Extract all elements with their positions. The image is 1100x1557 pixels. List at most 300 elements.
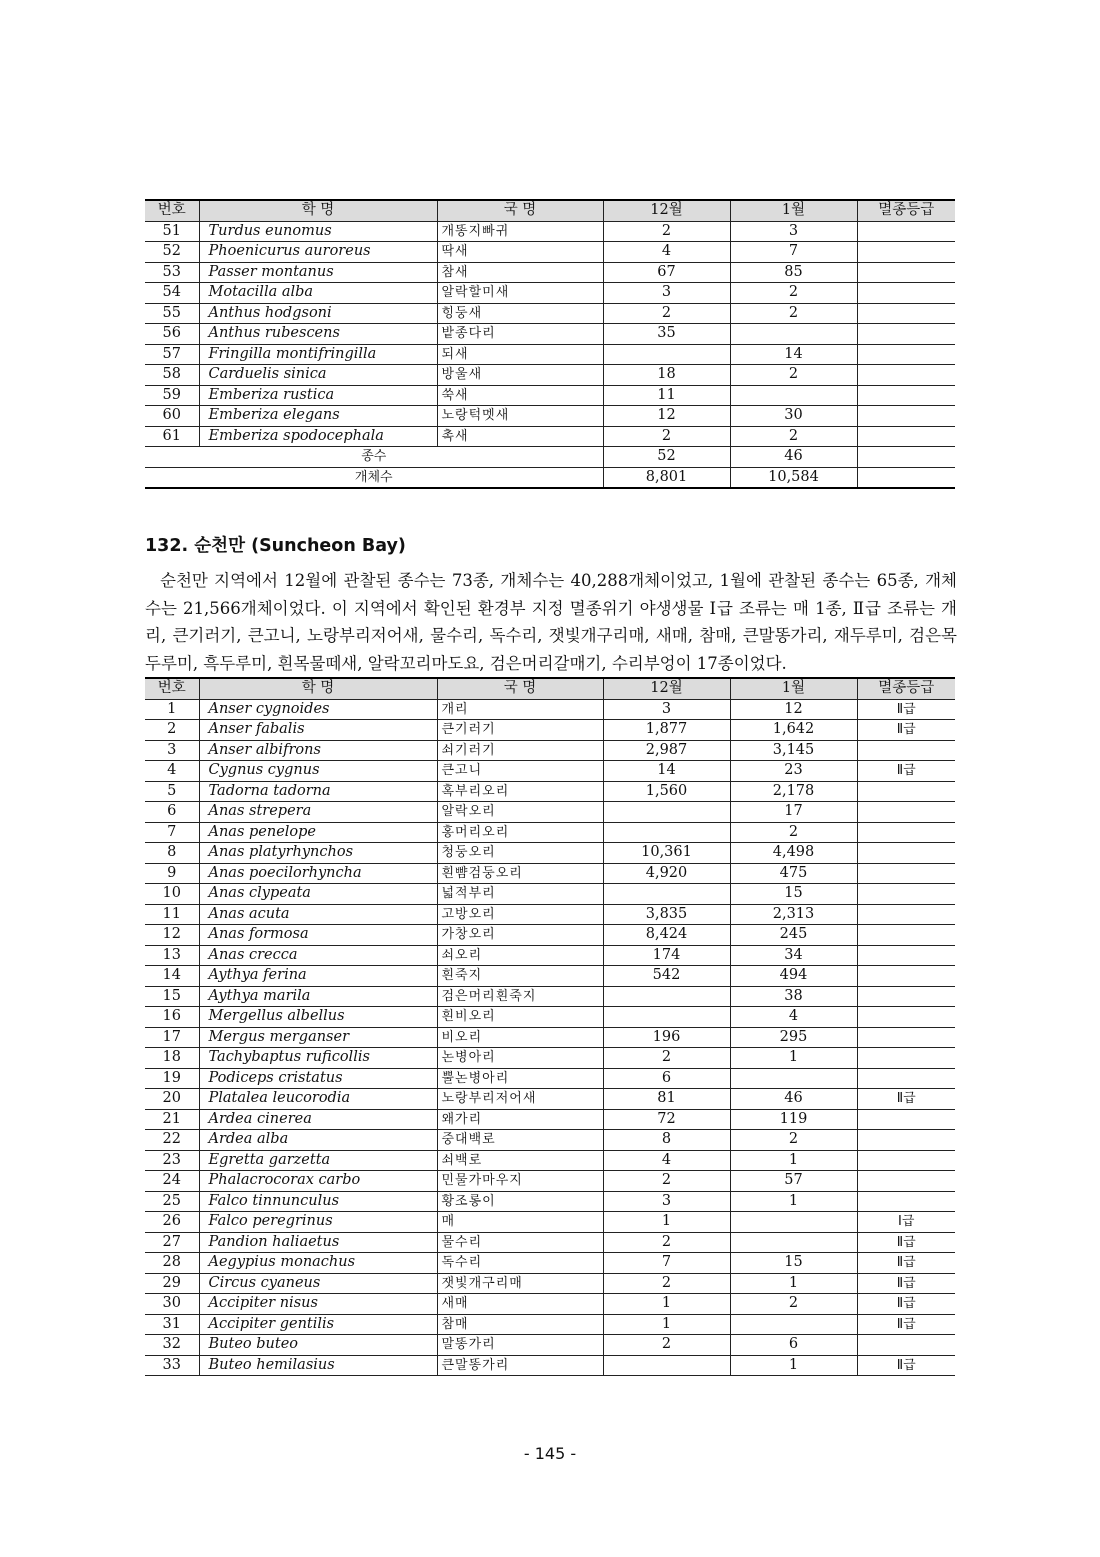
endangered-grade (857, 822, 955, 843)
endangered-grade (857, 1171, 955, 1192)
korean-name: 개똥지빠귀 (437, 221, 603, 242)
scientific-name: Anser albifrons (199, 740, 437, 761)
december-count: 542 (603, 966, 730, 987)
korean-name: 큰기러기 (437, 720, 603, 741)
row-number: 13 (145, 945, 199, 966)
table-row (145, 385, 955, 406)
scientific-name: Emberiza spodocephala (199, 426, 437, 447)
january-count: 475 (730, 863, 857, 884)
january-count: 46 (730, 1089, 857, 1110)
row-number: 23 (145, 1150, 199, 1171)
total-label: 종수 (145, 447, 603, 468)
korean-name: 민물가마우지 (437, 1171, 603, 1192)
korean-name: 독수리 (437, 1253, 603, 1274)
endangered-grade (857, 426, 955, 447)
endangered-grade (857, 1048, 955, 1069)
row-number: 30 (145, 1294, 199, 1315)
scientific-name: Anser cygnoides (199, 699, 437, 720)
endangered-grade: Ⅱ급 (857, 699, 955, 720)
row-number: 20 (145, 1089, 199, 1110)
korean-name: 쇠백로 (437, 1150, 603, 1171)
korean-name: 방울새 (437, 365, 603, 386)
scientific-name: Circus cyaneus (199, 1273, 437, 1294)
scientific-name: Accipiter gentilis (199, 1314, 437, 1335)
scientific-name: Motacilla alba (199, 283, 437, 304)
december-count: 2,987 (603, 740, 730, 761)
january-count: 4 (730, 1007, 857, 1028)
korean-name: 황조롱이 (437, 1191, 603, 1212)
scientific-name: Emberiza rustica (199, 385, 437, 406)
scientific-name: Buteo hemilasius (199, 1355, 437, 1376)
scientific-name: Emberiza elegans (199, 406, 437, 427)
korean-name: 뿔논병아리 (437, 1068, 603, 1089)
row-number: 12 (145, 925, 199, 946)
december-total: 8,801 (603, 467, 730, 488)
table-row (145, 1273, 955, 1294)
korean-name: 노랑턱멧새 (437, 406, 603, 427)
endangered-grade (857, 283, 955, 304)
row-number: 15 (145, 986, 199, 1007)
january-count: 2,178 (730, 781, 857, 802)
table-row (145, 986, 955, 1007)
table-row (145, 822, 955, 843)
scientific-name: Anthus rubescens (199, 324, 437, 345)
scientific-name: Egretta garzetta (199, 1150, 437, 1171)
december-total: 52 (603, 447, 730, 468)
korean-name: 노랑부리저어새 (437, 1089, 603, 1110)
row-number: 3 (145, 740, 199, 761)
row-number: 21 (145, 1109, 199, 1130)
december-count (603, 344, 730, 365)
endangered-grade (857, 1335, 955, 1356)
january-count: 1 (730, 1150, 857, 1171)
row-number: 8 (145, 843, 199, 864)
january-count: 2 (730, 1294, 857, 1315)
header-grade: 멸종등급 (857, 678, 955, 699)
table-row (145, 406, 955, 427)
korean-name: 되새 (437, 344, 603, 365)
january-count: 12 (730, 699, 857, 720)
december-count: 4 (603, 242, 730, 263)
bird-table-suncheon (145, 677, 955, 1376)
table-row (145, 863, 955, 884)
scientific-name: Phalacrocorax carbo (199, 1171, 437, 1192)
row-number: 61 (145, 426, 199, 447)
korean-name: 검은머리흰죽지 (437, 986, 603, 1007)
december-count: 2 (603, 1273, 730, 1294)
table-row (145, 1232, 955, 1253)
january-count (730, 1232, 857, 1253)
korean-name: 혹부리오리 (437, 781, 603, 802)
table-header-row (145, 200, 955, 221)
header-korean-name: 국 명 (437, 678, 603, 699)
december-count: 1 (603, 1314, 730, 1335)
korean-name: 참매 (437, 1314, 603, 1335)
december-count: 8,424 (603, 925, 730, 946)
table-row (145, 945, 955, 966)
table-row (145, 1191, 955, 1212)
endangered-grade: Ⅱ급 (857, 1089, 955, 1110)
january-count: 2 (730, 365, 857, 386)
table-row (145, 242, 955, 263)
endangered-grade (857, 1130, 955, 1151)
row-number: 6 (145, 802, 199, 823)
row-number: 60 (145, 406, 199, 427)
january-count: 1 (730, 1355, 857, 1376)
january-count: 295 (730, 1027, 857, 1048)
table-row (145, 262, 955, 283)
row-number: 54 (145, 283, 199, 304)
endangered-grade (857, 385, 955, 406)
january-count: 3,145 (730, 740, 857, 761)
endangered-grade (857, 1150, 955, 1171)
december-count: 4,920 (603, 863, 730, 884)
january-count: 1 (730, 1273, 857, 1294)
december-count: 81 (603, 1089, 730, 1110)
december-count: 1,560 (603, 781, 730, 802)
scientific-name: Anser fabalis (199, 720, 437, 741)
january-count: 15 (730, 884, 857, 905)
korean-name: 비오리 (437, 1027, 603, 1048)
december-count: 3 (603, 699, 730, 720)
january-count (730, 1068, 857, 1089)
scientific-name: Tadorna tadorna (199, 781, 437, 802)
december-count: 2 (603, 1171, 730, 1192)
row-number: 32 (145, 1335, 199, 1356)
korean-name: 매 (437, 1212, 603, 1233)
header-december: 12월 (603, 678, 730, 699)
scientific-name: Aythya ferina (199, 966, 437, 987)
bird-table-continued (145, 199, 955, 489)
korean-name: 큰고니 (437, 761, 603, 782)
table-row (145, 925, 955, 946)
table-body (145, 221, 955, 488)
header-grade: 멸종등급 (857, 200, 955, 221)
header-korean-name: 국 명 (437, 200, 603, 221)
december-count: 6 (603, 1068, 730, 1089)
endangered-grade (857, 986, 955, 1007)
korean-name: 힝둥새 (437, 303, 603, 324)
korean-name: 알락오리 (437, 802, 603, 823)
endangered-grade: Ⅱ급 (857, 1294, 955, 1315)
korean-name: 알락할미새 (437, 283, 603, 304)
endangered-grade (857, 884, 955, 905)
december-count (603, 822, 730, 843)
scientific-name: Mergellus albellus (199, 1007, 437, 1028)
december-count: 3,835 (603, 904, 730, 925)
page-number: - 145 - (523, 1444, 577, 1463)
table-row (145, 761, 955, 782)
table-row (145, 1335, 955, 1356)
endangered-grade (857, 1027, 955, 1048)
table-row (145, 1068, 955, 1089)
december-count: 2 (603, 303, 730, 324)
endangered-grade (857, 221, 955, 242)
table-row (145, 283, 955, 304)
january-count: 23 (730, 761, 857, 782)
january-count: 17 (730, 802, 857, 823)
december-count: 14 (603, 761, 730, 782)
january-count: 2 (730, 426, 857, 447)
scientific-name: Buteo buteo (199, 1335, 437, 1356)
january-count (730, 385, 857, 406)
table-row (145, 324, 955, 345)
row-number: 11 (145, 904, 199, 925)
row-number: 33 (145, 1355, 199, 1376)
table-row (145, 699, 955, 720)
december-count: 35 (603, 324, 730, 345)
table-row (145, 1294, 955, 1315)
january-count: 2,313 (730, 904, 857, 925)
scientific-name: Anas clypeata (199, 884, 437, 905)
grade-total (857, 467, 955, 488)
korean-name: 밭종다리 (437, 324, 603, 345)
table-row (145, 1253, 955, 1274)
row-number: 57 (145, 344, 199, 365)
december-count (603, 1007, 730, 1028)
table-row (145, 843, 955, 864)
korean-name: 참새 (437, 262, 603, 283)
endangered-grade: Ⅱ급 (857, 1253, 955, 1274)
january-count: 2 (730, 1130, 857, 1151)
january-count: 30 (730, 406, 857, 427)
korean-name: 쑥새 (437, 385, 603, 406)
table-row (145, 740, 955, 761)
scientific-name: Carduelis sinica (199, 365, 437, 386)
korean-name: 딱새 (437, 242, 603, 263)
december-count: 1,877 (603, 720, 730, 741)
january-count: 38 (730, 986, 857, 1007)
december-count: 1 (603, 1212, 730, 1233)
december-count: 8 (603, 1130, 730, 1151)
row-number: 17 (145, 1027, 199, 1048)
endangered-grade (857, 406, 955, 427)
korean-name: 고방오리 (437, 904, 603, 925)
endangered-grade (857, 1007, 955, 1028)
scientific-name: Anas penelope (199, 822, 437, 843)
january-count: 15 (730, 1253, 857, 1274)
row-number: 52 (145, 242, 199, 263)
table-row (145, 1171, 955, 1192)
total-label: 개체수 (145, 467, 603, 488)
scientific-name: Anas formosa (199, 925, 437, 946)
korean-name: 말똥가리 (437, 1335, 603, 1356)
january-count: 7 (730, 242, 857, 263)
row-number: 28 (145, 1253, 199, 1274)
korean-name: 넓적부리 (437, 884, 603, 905)
korean-name: 새매 (437, 1294, 603, 1315)
december-count (603, 802, 730, 823)
december-count: 11 (603, 385, 730, 406)
row-number: 51 (145, 221, 199, 242)
endangered-grade (857, 344, 955, 365)
endangered-grade (857, 303, 955, 324)
endangered-grade: Ⅱ급 (857, 1273, 955, 1294)
scientific-name: Turdus eunomus (199, 221, 437, 242)
korean-name: 잿빛개구리매 (437, 1273, 603, 1294)
december-count: 10,361 (603, 843, 730, 864)
scientific-name: Podiceps cristatus (199, 1068, 437, 1089)
scientific-name: Fringilla montifringilla (199, 344, 437, 365)
scientific-name: Aythya marila (199, 986, 437, 1007)
table-row (145, 1109, 955, 1130)
table-row (145, 1048, 955, 1069)
january-count: 14 (730, 344, 857, 365)
row-number: 26 (145, 1212, 199, 1233)
table-row (145, 303, 955, 324)
table-row (145, 966, 955, 987)
row-number: 10 (145, 884, 199, 905)
endangered-grade: Ⅱ급 (857, 761, 955, 782)
korean-name: 가창오리 (437, 925, 603, 946)
row-number: 1 (145, 699, 199, 720)
scientific-name: Anas strepera (199, 802, 437, 823)
january-count: 245 (730, 925, 857, 946)
table-row (145, 365, 955, 386)
endangered-grade (857, 945, 955, 966)
table-row (145, 1027, 955, 1048)
table-row (145, 426, 955, 447)
table-row (145, 1007, 955, 1028)
endangered-grade: Ⅱ급 (857, 1232, 955, 1253)
korean-name: 흰죽지 (437, 966, 603, 987)
table-row (145, 221, 955, 242)
january-count: 57 (730, 1171, 857, 1192)
korean-name: 개리 (437, 699, 603, 720)
december-count: 2 (603, 1048, 730, 1069)
endangered-grade (857, 843, 955, 864)
january-count: 1,642 (730, 720, 857, 741)
december-count: 174 (603, 945, 730, 966)
january-count: 4,498 (730, 843, 857, 864)
scientific-name: Ardea cinerea (199, 1109, 437, 1130)
endangered-grade (857, 1191, 955, 1212)
row-number: 18 (145, 1048, 199, 1069)
scientific-name: Aegypius monachus (199, 1253, 437, 1274)
table-row (145, 1212, 955, 1233)
table-row (145, 1355, 955, 1376)
table-row (145, 344, 955, 365)
total-row (145, 447, 955, 468)
table-row (145, 802, 955, 823)
table-row (145, 1150, 955, 1171)
scientific-name: Mergus merganser (199, 1027, 437, 1048)
table-row (145, 781, 955, 802)
endangered-grade (857, 781, 955, 802)
row-number: 16 (145, 1007, 199, 1028)
scientific-name: Anthus hodgsoni (199, 303, 437, 324)
january-count: 2 (730, 303, 857, 324)
december-count: 12 (603, 406, 730, 427)
january-count: 6 (730, 1335, 857, 1356)
header-january: 1월 (730, 200, 857, 221)
korean-name: 흰뺨검둥오리 (437, 863, 603, 884)
scientific-name: Falco tinnunculus (199, 1191, 437, 1212)
december-count (603, 1355, 730, 1376)
table-row (145, 884, 955, 905)
endangered-grade (857, 324, 955, 345)
scientific-name: Anas crecca (199, 945, 437, 966)
january-count: 2 (730, 822, 857, 843)
december-count: 18 (603, 365, 730, 386)
grade-total (857, 447, 955, 468)
korean-name: 쇠오리 (437, 945, 603, 966)
december-count: 67 (603, 262, 730, 283)
korean-name: 흰비오리 (437, 1007, 603, 1028)
korean-name: 촉새 (437, 426, 603, 447)
endangered-grade (857, 1068, 955, 1089)
row-number: 59 (145, 385, 199, 406)
december-count (603, 986, 730, 1007)
december-count: 7 (603, 1253, 730, 1274)
section-title: 132. 순천만 (Suncheon Bay) (145, 536, 406, 556)
endangered-grade (857, 925, 955, 946)
endangered-grade (857, 262, 955, 283)
scientific-name: Anas poecilorhyncha (199, 863, 437, 884)
total-row (145, 467, 955, 488)
header-december: 12월 (603, 200, 730, 221)
korean-name: 쇠기러기 (437, 740, 603, 761)
table-header-row (145, 678, 955, 699)
scientific-name: Accipiter nisus (199, 1294, 437, 1315)
row-number: 53 (145, 262, 199, 283)
december-count: 4 (603, 1150, 730, 1171)
table-row (145, 1089, 955, 1110)
row-number: 7 (145, 822, 199, 843)
header-scientific-name: 학 명 (199, 678, 437, 699)
korean-name: 큰말똥가리 (437, 1355, 603, 1376)
row-number: 58 (145, 365, 199, 386)
scientific-name: Falco peregrinus (199, 1212, 437, 1233)
december-count: 2 (603, 426, 730, 447)
january-count (730, 1212, 857, 1233)
endangered-grade: Ⅱ급 (857, 720, 955, 741)
january-count: 2 (730, 283, 857, 304)
table-row (145, 904, 955, 925)
row-number: 4 (145, 761, 199, 782)
endangered-grade: Ⅱ급 (857, 1314, 955, 1335)
scientific-name: Platalea leucorodia (199, 1089, 437, 1110)
endangered-grade (857, 1109, 955, 1130)
december-count: 1 (603, 1294, 730, 1315)
december-count: 2 (603, 1335, 730, 1356)
header-no: 번호 (145, 678, 199, 699)
january-count: 34 (730, 945, 857, 966)
korean-name: 논병아리 (437, 1048, 603, 1069)
scientific-name: Tachybaptus ruficollis (199, 1048, 437, 1069)
january-count: 494 (730, 966, 857, 987)
endangered-grade (857, 863, 955, 884)
january-total: 46 (730, 447, 857, 468)
endangered-grade (857, 966, 955, 987)
korean-name: 중대백로 (437, 1130, 603, 1151)
december-count: 2 (603, 1232, 730, 1253)
row-number: 9 (145, 863, 199, 884)
row-number: 22 (145, 1130, 199, 1151)
table-row (145, 1314, 955, 1335)
endangered-grade (857, 740, 955, 761)
endangered-grade: Ⅰ급 (857, 1212, 955, 1233)
row-number: 27 (145, 1232, 199, 1253)
row-number: 56 (145, 324, 199, 345)
korean-name: 홍머리오리 (437, 822, 603, 843)
scientific-name: Pandion haliaetus (199, 1232, 437, 1253)
december-count: 2 (603, 221, 730, 242)
scientific-name: Anas platyrhynchos (199, 843, 437, 864)
row-number: 55 (145, 303, 199, 324)
row-number: 31 (145, 1314, 199, 1335)
korean-name: 물수리 (437, 1232, 603, 1253)
